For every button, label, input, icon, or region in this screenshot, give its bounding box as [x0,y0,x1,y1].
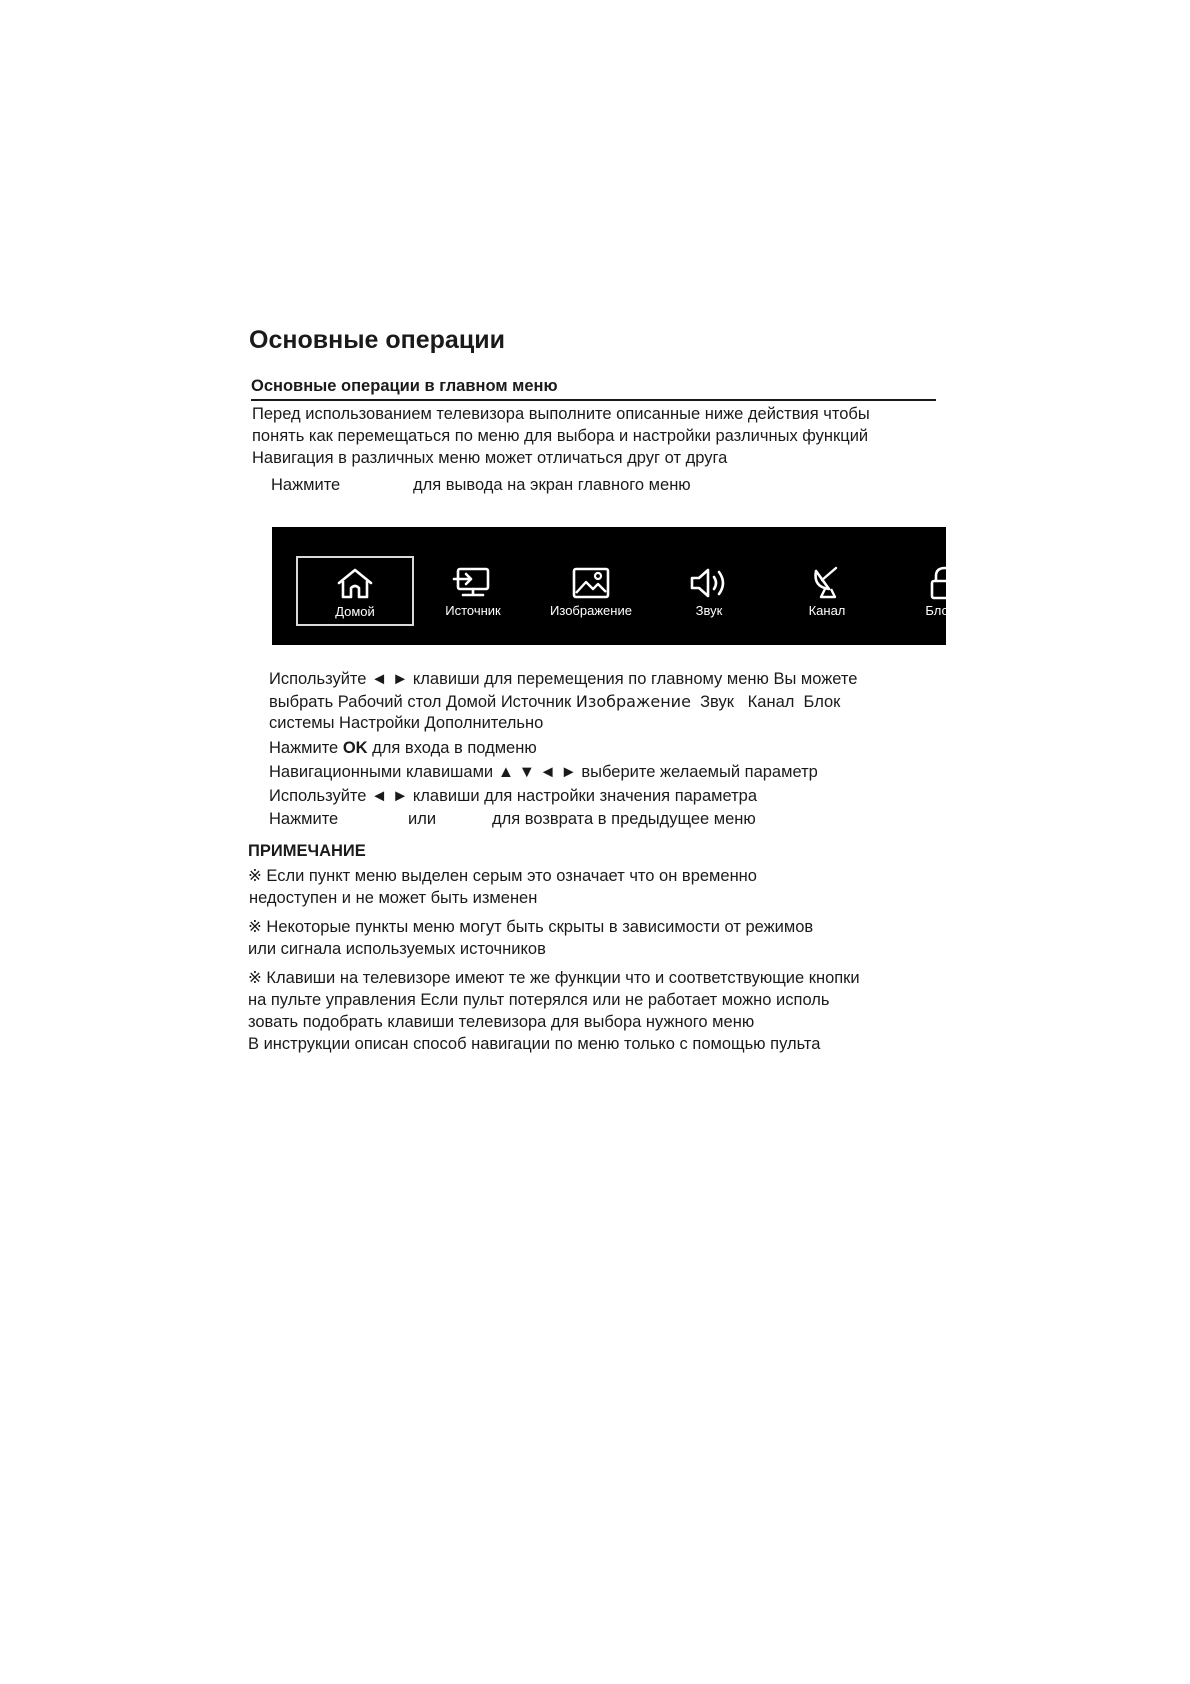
step-3: Навигационными клавишами ▲ ▼ ◄ ► выберите желаемый параметр [269,763,818,781]
menu-item-home[interactable] [296,556,414,626]
menu-item-picture[interactable] [532,557,650,627]
menu-item-label: Домой [335,604,375,619]
note-2-line-1: ※ Некоторые пункты меню могут быть скрыты в зависимости от режимов [248,918,814,936]
menu-item-sound[interactable] [650,557,768,627]
step-1-line-2-c: Звук Канал Блок [690,693,841,711]
step-5-a: Нажмите [269,810,339,828]
step-1-line-2 [269,691,840,714]
tv-main-menu [272,527,965,645]
section-rule [251,399,936,401]
menu-item-label: Источник [445,603,501,618]
step-2-c: для входа в подменю [367,739,537,757]
source-icon [451,565,495,601]
step-4: Используйте ◄ ► клавиши для настройки значения параметра [269,787,758,805]
page-title: Основные операции [249,326,505,354]
note-3-line-3: зовать подобрать клавиши телевизора для выбора нужного меню [248,1013,755,1031]
menu-item-lock[interactable] [886,557,1004,627]
step-1-line-3: системы Настройки Дополнительно [269,714,544,732]
menu-item-label: Канал [808,603,846,618]
note-3-line-1: ※ Клавиши на телевизоре имеют те же функции что и соответствующие кнопки [248,969,860,987]
note-3-line-4: В инструкции описан способ навигации по меню только с помощью пульта [248,1035,821,1053]
picture-icon [569,565,613,601]
intro-line-1: Перед использованием телевизора выполните описанные ниже действия чтобы [252,405,870,423]
menu-item-label: Изображение [550,603,632,618]
note-heading: ПРИМЕЧАНИЕ [248,842,366,860]
note-1-line-1: ※ Если пункт меню выделен серым это означает что он временно [248,867,757,885]
step-1-line-1: Используйте ◄ ► клавиши для перемещения по главному меню Вы можете [269,670,858,688]
step-1-line-2-a: выбрать Рабочий стол Домой Источник [269,693,572,711]
step-1-line-2-b: Изображение [575,692,691,711]
home-icon [333,566,377,602]
satellite-icon [805,565,849,601]
press-description: для вывода на экран главного меню [413,476,691,494]
section-subtitle: Основные операции в главном меню [251,377,558,395]
note-3-line-2: на пульте управления Если пульт потерялся или не работает можно исполь [248,991,830,1009]
ok-key-label: OK [342,739,368,757]
step-2-a: Нажмите [269,739,343,757]
menu-item-label: Звук [695,603,723,618]
sound-icon [687,565,731,601]
intro-line-3: Навигация в различных меню может отличаться друг от друга [252,449,728,467]
note-1-line-2: недоступен и не может быть изменен [249,889,538,907]
menu-item-source[interactable] [414,557,532,627]
lock-icon [923,565,967,601]
menu-item-label: Блок с [925,603,965,618]
intro-line-2: понять как перемещаться по меню для выбора и настройки различных функций [252,427,869,445]
press-label: Нажмите [271,476,341,494]
menu-item-channel[interactable] [768,557,886,627]
step-5-b: или [408,810,437,828]
step-2 [269,738,537,760]
step-5-c: для возврата в предыдущее меню [492,810,756,828]
note-2-line-2: или сигнала используемых источников [248,940,546,958]
